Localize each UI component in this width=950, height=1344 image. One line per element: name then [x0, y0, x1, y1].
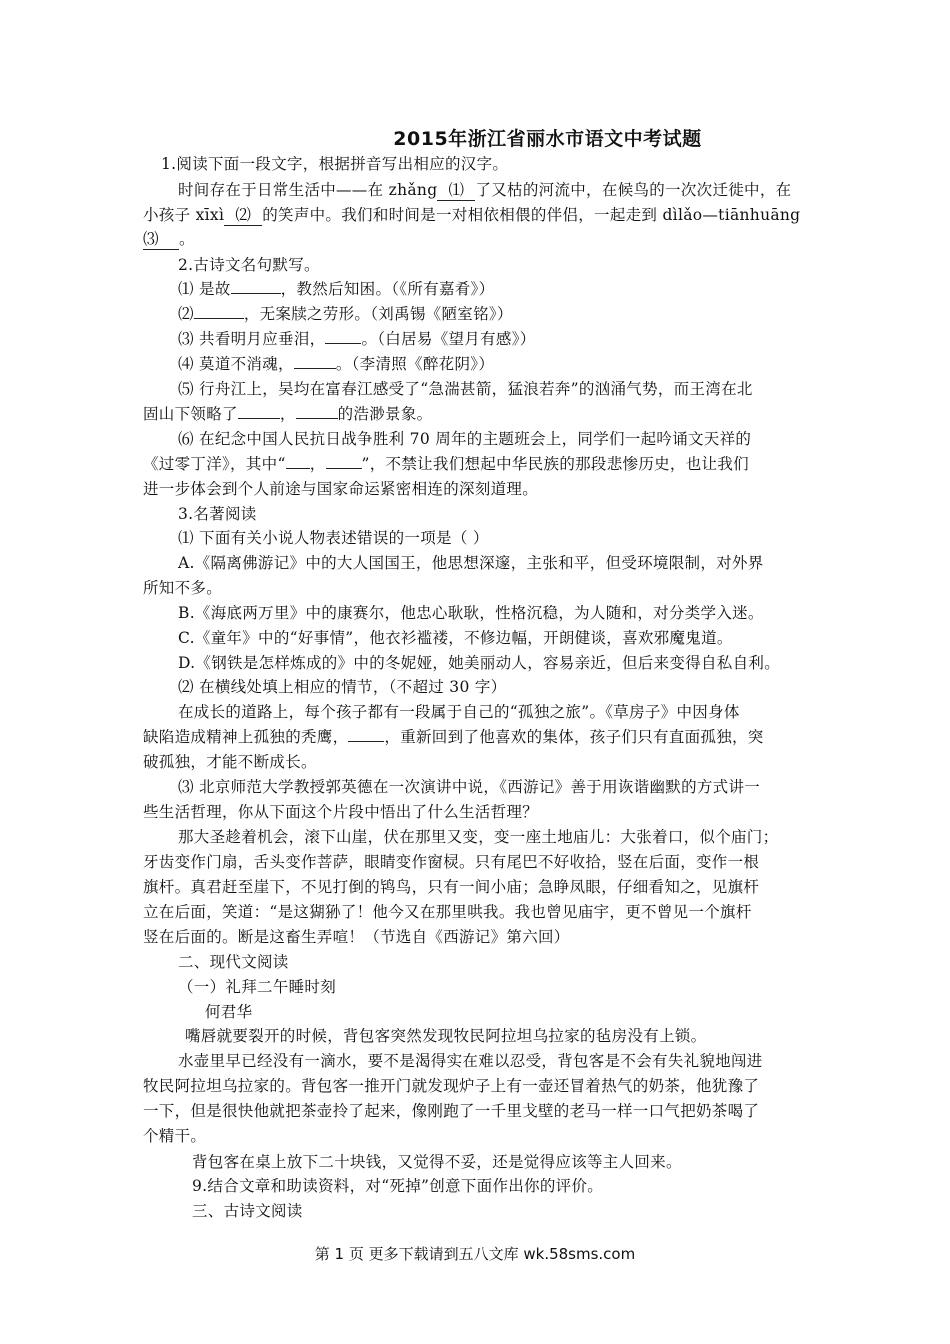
q2-text: ，教然后知困。（《所有嘉肴》）: [280, 280, 495, 298]
q3-sub-2-para-cont: [143, 725, 764, 747]
q1-text: 的笑声中。我们和时间是一对相依相偎的伴侣，一起走到 dìlǎo—tiānhuāng: [262, 206, 801, 224]
q2-text: ，: [309, 455, 326, 473]
q2-text: ”，不禁让我们想起中华民族的那段悲惨历史，也让我们: [361, 455, 749, 473]
q2-item-6-end: 进一步体会到个人前途与国家命运紧密相连的深刻道理。: [143, 480, 539, 498]
q2-item-3: [178, 327, 536, 349]
q2-text: ⑷ 莫道不消魂，: [178, 355, 294, 373]
article-para-2-cont: 牧民阿拉坦乌拉家的。背包客一推开门就发现炉子上有一壶还冒着热气的奶茶，他犹豫了: [143, 1077, 760, 1095]
q3-text: ，重新回到了他喜欢的集体，孩子们只有直面孤独，突: [384, 728, 764, 746]
page-title: 2015年浙江省丽水市语文中考试题: [393, 128, 702, 150]
q2-item-6: ⑹ 在纪念中国人民抗日战争胜利 70 周年的主题班会上，同学们一起吟诵文天祥的: [178, 430, 752, 448]
excerpt-line-4: 立在后面，笑道：“是这猢狲了！他今又在那里哄我。我也曾见庙宇，更不曾见一个旗杆: [143, 903, 752, 921]
q2-text: 的浩渺景象。: [337, 405, 433, 423]
q2-text: ，无案牍之劳形。（刘禹锡《陋室铭》）: [243, 305, 513, 323]
section-3-heading: 三、古诗文阅读: [192, 1202, 303, 1220]
q3-sub-2-para-end: 破孤独，才能不断成长。: [143, 753, 317, 771]
excerpt-line-3: 旗杆。真君赶至崖下，不见打倒的鸨鸟，只有一间小庙；急睁凤眼，仔细看知之，见旗杆: [143, 878, 760, 896]
page-footer: 第 1 页 更多下载请到五八文库 wk.58sms.com: [314, 1245, 636, 1263]
article-para-2: 水壶里早已经没有一滴水，要不是渴得实在难以忍受，背包客是不会有失礼貌地闯进: [178, 1052, 763, 1070]
article-para-3: 背包客在桌上放下二十块钱，又觉得不妥，还是觉得应该等主人回来。: [192, 1153, 682, 1171]
q2-blank[interactable]: [194, 318, 244, 319]
blank-3[interactable]: ⑶: [143, 227, 179, 250]
q2-text: 。（李清照《醉花阴》）: [335, 355, 495, 373]
q2-blank[interactable]: [296, 418, 338, 419]
q2-text: ⑵: [178, 305, 194, 323]
section-2-subtitle: （一）礼拜二午睡时刻: [178, 978, 337, 996]
q2-blank[interactable]: [325, 343, 361, 344]
q3-heading: 3.名著阅读: [178, 505, 257, 523]
q2-blank[interactable]: [286, 468, 310, 469]
q1-text: 了又枯的河流中，在候鸟的一次次迁徙中，在: [475, 181, 792, 199]
q2-text: ⑶ 共看明月应垂泪，: [178, 330, 326, 348]
option-d[interactable]: D.《钢铁是怎样炼成的》中的冬妮娅，她美丽动人，容易亲近，但后来变得自私自利。: [178, 654, 781, 672]
option-a-cont: 所知不多。: [143, 579, 223, 597]
excerpt-line-1: 那大圣趁着机会，滚下山崖，伏在那里又变，变一座土地庙儿：大张着口，似个庙门；: [178, 828, 779, 846]
article-para-2-cont: 一下，但是很快他就把茶壶拎了起来，像刚跑了一千里戈壁的老马一样一口气把奶茶喝了: [143, 1102, 760, 1120]
q1-line-2: [143, 203, 800, 226]
blank-2[interactable]: ⑵: [224, 203, 262, 226]
q1-heading: 1.阅读下面一段文字，根据拼音写出相应的汉字。: [161, 155, 509, 173]
option-c[interactable]: C.《童年》中的“好事情”，他衣衫褴褛，不修边幅，开朗健谈，喜欢邪魔鬼道。: [178, 629, 733, 647]
q1-text: 小孩子 xīxì: [143, 206, 225, 224]
article-author: 何君华: [205, 1003, 253, 1021]
q2-blank[interactable]: [294, 368, 336, 369]
q2-item-2: [178, 302, 513, 324]
q2-text: 固山下领略了: [143, 405, 238, 423]
q2-item-5: ⑸ 行舟江上，吴均在富春江感受了“急湍甚箭，猛浪若奔”的汹涌气势，而王湾在北: [178, 380, 753, 398]
excerpt-line-2: 牙齿变作门扇，舌头变作菩萨，眼睛变作窗棂。只有尾巴不好收拾，竖在后面，变作一根: [143, 853, 760, 871]
question-9: 9.结合文章和助读资料，对“死掉”创意下面作出你的评价。: [192, 1177, 604, 1195]
q3-sub-3-cont: 些生活哲理，你从下面这个片段中悟出了什么生活哲理？: [143, 803, 539, 821]
article-para-2-end: 个精干。: [143, 1127, 207, 1145]
excerpt-line-5: 竖在后面的。断是这畜生弄喧！（节选自《西游记》第六回）: [143, 928, 570, 946]
q1-line-1: [178, 178, 791, 201]
option-b[interactable]: B.《海底两万里》中的康赛尔，他忠心耿耿，性格沉稳，为人随和，对分类学入迷。: [178, 604, 764, 622]
q3-sub-1: ⑴ 下面有关小说人物表述错误的一项是（ ）: [178, 529, 489, 547]
q2-text: 。（白居易《望月有感》）: [361, 330, 536, 348]
blank-1[interactable]: ⑴: [437, 178, 475, 201]
q1-line-3: [143, 227, 195, 250]
section-2-heading: 二、现代文阅读: [178, 953, 289, 971]
q1-text: 时间存在于日常生活中——在 zhǎng: [178, 181, 438, 199]
q3-sub-2: ⑵ 在横线处填上相应的情节，（不超过 30 字）: [178, 678, 507, 696]
q2-item-6-cont: [143, 452, 749, 474]
q2-text: ⑴ 是故: [178, 280, 231, 298]
q3-sub-2-para: 在成长的道路上，每个孩子都有一段属于自己的“孤独之旅”。《草房子》中因身体: [178, 703, 740, 721]
q2-blank[interactable]: [326, 468, 362, 469]
q2-blank[interactable]: [231, 293, 281, 294]
q2-blank[interactable]: [238, 418, 280, 419]
q3-sub-3: ⑶ 北京师范大学教授郭英德在一次演讲中说，《西游记》善于用诙谐幽默的方式讲一: [178, 778, 761, 796]
q2-text: 《过零丁洋》，其中“: [143, 455, 286, 473]
q3-blank[interactable]: [348, 741, 384, 742]
q2-text: ，: [279, 405, 296, 423]
q3-text: 缺陷造成精神上孤独的秃鹰，: [143, 728, 349, 746]
q1-text: 。: [179, 230, 195, 248]
article-para-1: 嘴唇就要裂开的时候，背包客突然发现牧民阿拉坦乌拉家的毡房没有上锁。: [185, 1027, 707, 1045]
q2-item-1: [178, 277, 494, 299]
q2-heading: 2.古诗文名句默写。: [178, 256, 320, 274]
q2-item-4: [178, 352, 494, 374]
q2-item-5-cont: [143, 402, 432, 424]
option-a[interactable]: A.《隔离佛游记》中的大人国国王，他思想深邃，主张和平，但受环境限制，对外界: [178, 554, 764, 572]
